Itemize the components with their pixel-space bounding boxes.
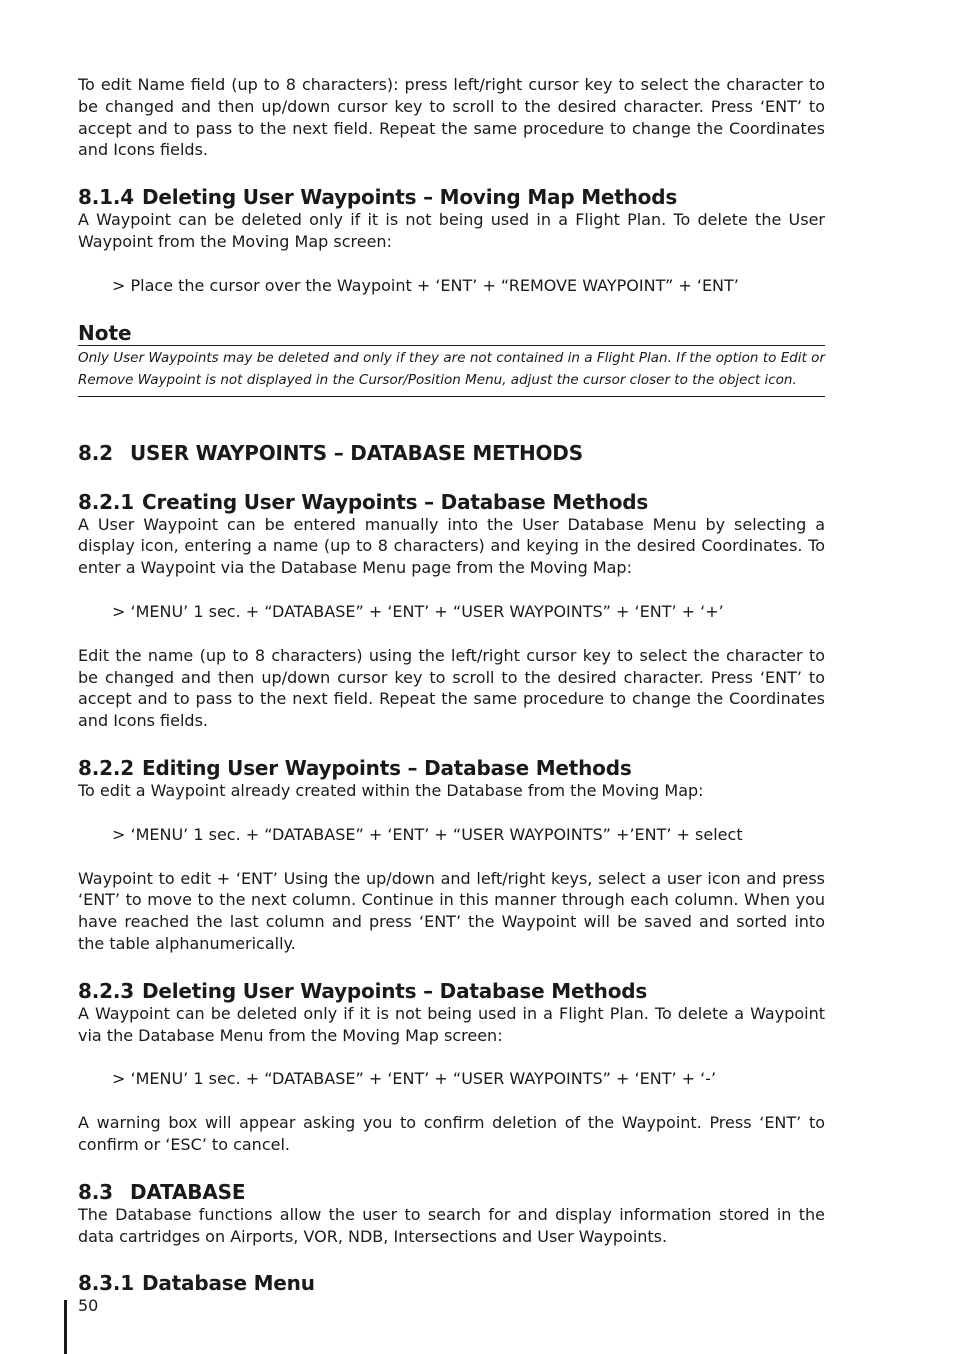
section-title: Editing User Waypoints – Database Methods <box>142 755 632 780</box>
intro-paragraph: To edit Name field (up to 8 characters): press left/right cursor key to select the character to be changed and then up/down cursor key to scroll to the desired character. Press ‘ENT’ to accept and to pass to the next field. Repeat the same procedure to change the Coordinates and Icons fields. <box>78 75 825 160</box>
section-8-2-2-heading <box>78 756 825 780</box>
section-8-3-paragraph: The Database functions allow the user to search for and display information stored in the data cartridges on Airports, VOR, NDB, Intersections and User Waypoints. <box>78 1204 825 1246</box>
section-8-2-1-paragraph: A User Waypoint can be entered manually into the User Database Menu by selecting a display icon, entering a name (up to 8 characters) and keying in the desired Coordinates. To enter a Waypoint via the Database Menu page from the Moving Map: <box>78 514 825 578</box>
section-number: 8.3 <box>78 1179 113 1204</box>
page-number: 50 <box>78 1296 99 1315</box>
section-8-1-4-heading <box>78 185 825 209</box>
page-body <box>78 74 825 1295</box>
section-8-2-3-heading <box>78 979 825 1003</box>
section-8-2-3-command: > ‘MENU’ 1 sec. + “DATABASE” + ‘ENT’ + “USER WAYPOINTS” + ‘ENT’ + ‘-’ <box>112 1069 717 1089</box>
section-8-2-3-paragraph: A Waypoint can be deleted only if it is not being used in a Flight Plan. To delete a Waypoint via the Database Menu from the Moving Map screen: <box>78 1003 825 1045</box>
section-8-2-1-paragraph-2: Edit the name (up to 8 characters) using the left/right cursor key to select the character to be changed and then up/down cursor key to scroll to the desired character. Press ‘ENT’ to accept and to pass to the next field. Repeat the same procedure to change the Coordinates and Icons fields. <box>78 645 825 731</box>
section-8-1-4-command: > Place the cursor over the Waypoint + ‘ENT’ + “REMOVE WAYPOINT” + ‘ENT’ <box>112 275 739 295</box>
note-title: Note <box>78 320 132 345</box>
section-8-2-heading <box>78 441 825 465</box>
section-number: 8.3.1 <box>78 1271 134 1296</box>
section-8-2-3-paragraph-2: A warning box will appear asking you to confirm deletion of the Waypoint. Press ‘ENT’ to confirm or ‘ESC’ to cancel. <box>78 1113 825 1154</box>
section-number: 8.2.2 <box>78 755 134 780</box>
section-8-1-4-paragraph: A Waypoint can be deleted only if it is not being used in a Flight Plan. To delete the User Waypoint from the Moving Map screen: <box>78 210 825 251</box>
section-title: DATABASE <box>130 1179 246 1204</box>
page-margin-bar <box>64 1300 67 1354</box>
note-text: Only User Waypoints may be deleted and only if they are not contained in a Flight Plan. If the option to Edit or Remove Waypoint is not displayed in the Cursor/Position Menu, adjust the cursor closer to the object icon. <box>78 349 825 389</box>
section-number: 8.2.1 <box>78 489 134 514</box>
section-number: 8.2.3 <box>78 978 134 1003</box>
section-8-2-2-command: > ‘MENU’ 1 sec. + “DATABASE” + ‘ENT’ + “USER WAYPOINTS” +’ENT’ + select <box>112 824 743 844</box>
note-bottom-rule <box>78 396 825 397</box>
note-box <box>78 321 825 397</box>
section-8-2-1-heading <box>78 490 825 514</box>
section-8-3-1-heading <box>78 1271 825 1295</box>
section-title: Deleting User Waypoints – Moving Map Methods <box>142 185 678 210</box>
section-number: 8.1.4 <box>78 185 134 210</box>
section-8-3-heading <box>78 1180 825 1204</box>
section-8-2-2-paragraph-2: Waypoint to edit + ‘ENT’ Using the up/down and left/right keys, select a user icon and press ‘ENT’ to move to the next column. Continue in this manner through each column. When you have reached the last column and press ‘ENT’ the Waypoint will be saved and sorted into the table alphanumerically. <box>78 868 825 953</box>
section-number: 8.2 <box>78 440 113 465</box>
section-8-2-2-paragraph: To edit a Waypoint already created within the Database from the Moving Map: <box>78 780 704 800</box>
section-title: Database Menu <box>142 1271 315 1296</box>
section-8-2-1-command: > ‘MENU’ 1 sec. + “DATABASE” + ‘ENT’ + “USER WAYPOINTS” + ‘ENT’ + ‘+’ <box>112 601 724 621</box>
section-title: Deleting User Waypoints – Database Methods <box>142 978 648 1003</box>
section-title: USER WAYPOINTS – DATABASE METHODS <box>130 440 583 465</box>
section-title: Creating User Waypoints – Database Methods <box>142 489 649 514</box>
